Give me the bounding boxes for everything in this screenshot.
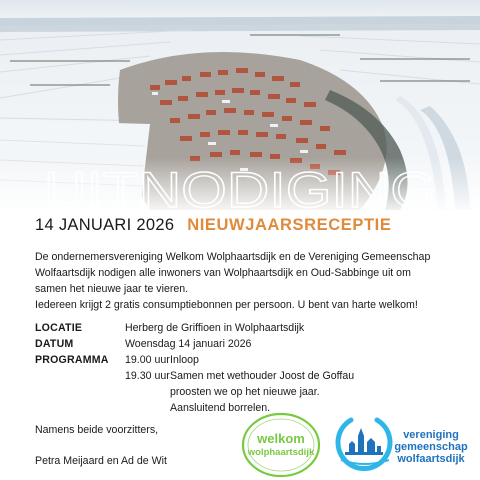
program-label-spacer [35, 368, 125, 416]
program-time-1: 19.00 uur [125, 354, 170, 366]
date-event-line [35, 216, 391, 235]
headline-uitnodiging [0, 163, 480, 213]
welkom-logo-line2: wolphaartsdijk [247, 447, 315, 458]
vereniging-gemeenschap-logo [331, 414, 471, 480]
vereniging-logo-line1: vereniging [403, 429, 459, 441]
intro-line-3: samen het nieuwe jaar te vieren. [35, 283, 189, 295]
location-value: Herberg de Griffioen in Wolphaartsdijk [125, 322, 305, 334]
date-label: DATUM [35, 338, 74, 350]
signatories: Petra Meijaard en Ad de Wit [35, 455, 167, 467]
intro-line-1: De ondernemersvereniging Welkom Wolphaartsdijk en de Vereniging Gemeenschap [35, 251, 431, 263]
event-details [35, 320, 354, 416]
event-date: 14 JANUARI 2026 [35, 216, 175, 234]
intro-text [35, 249, 465, 313]
date-value: Woensdag 14 januari 2026 [125, 338, 252, 350]
program-row-2 [35, 368, 354, 416]
program-item-2: Samen met wethouder Joost de Goffau proosten we op het nieuwe jaar. Aansluitend borrelen. [170, 370, 355, 414]
vereniging-logo-line2: gemeenschap [394, 441, 468, 453]
welkom-logo-line1: welkom [257, 431, 305, 446]
vereniging-logo-line3: wolfaartsdijk [397, 453, 465, 465]
signoff-text: Namens beide voorzitters, [35, 424, 159, 436]
location-label: LOCATIE [35, 322, 83, 334]
event-title: NIEUWJAARSRECEPTIE [187, 216, 392, 234]
intro-line-4: Iedereen krijgt 2 gratis consumptiebonnen per persoon. U bent van harte welkom! [35, 299, 418, 311]
program-time-2: 19.30 uur [125, 370, 170, 382]
intro-line-2: Wolfaartsdijk nodigen alle inwoners van Wolphaartsdijk en Oud-Sabbinge uit om [35, 267, 411, 279]
welkom-wolphaartsdijk-logo [240, 412, 322, 478]
date-row [35, 336, 354, 352]
program-item-1: Inloop [170, 354, 199, 366]
headline-text: UITNODIGING [44, 163, 436, 213]
program-label: PROGRAMMA [35, 354, 109, 366]
village-skyline-icon [345, 428, 383, 455]
program-row-1 [35, 352, 354, 368]
location-row [35, 320, 354, 336]
